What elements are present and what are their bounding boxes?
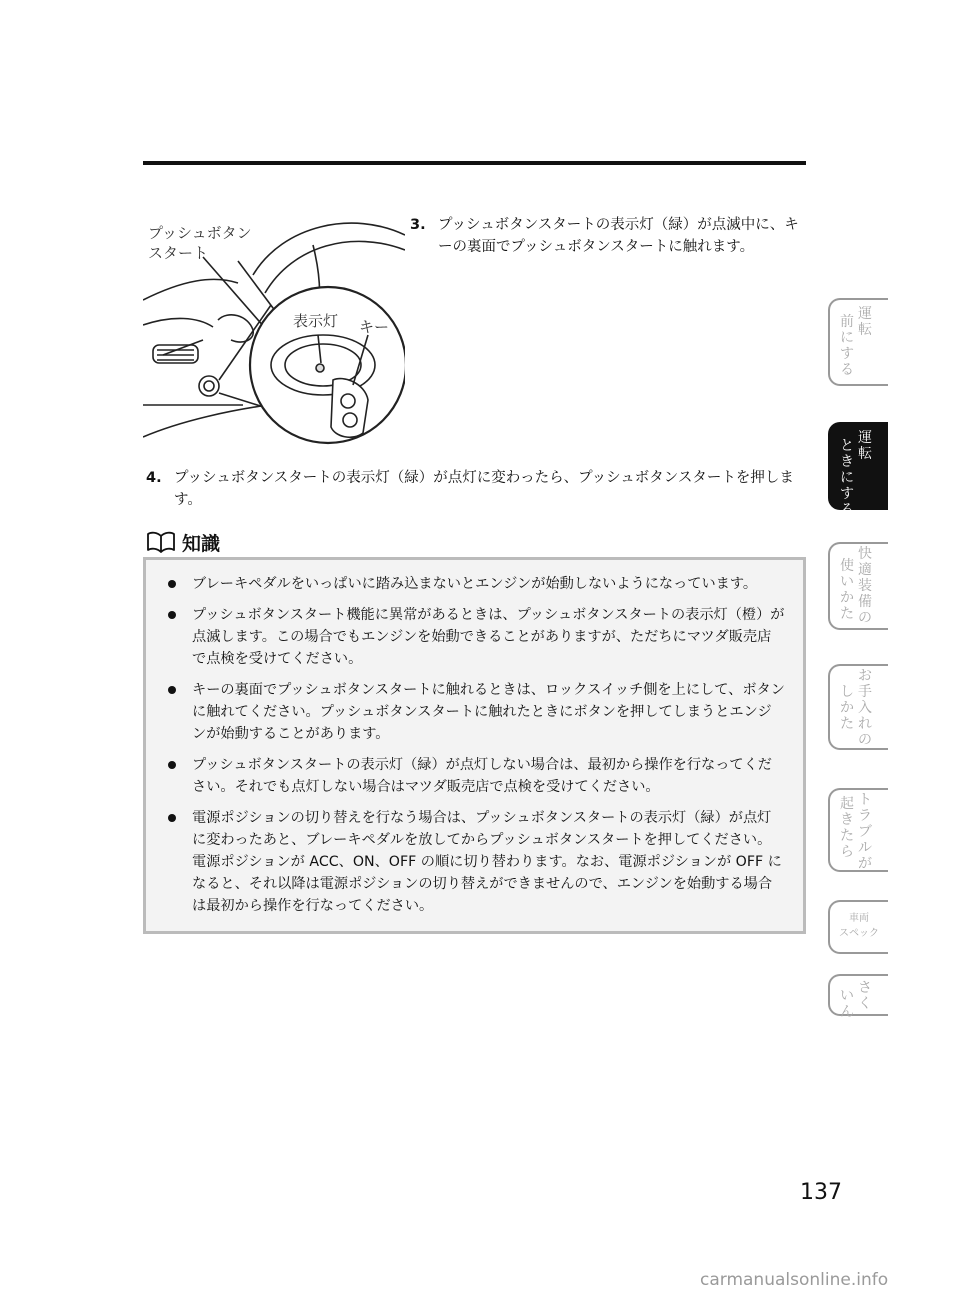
tab-label: スペック — [839, 928, 879, 939]
tab-label: しかた — [840, 684, 854, 732]
tab-label: ときにする — [840, 438, 854, 518]
bullet-icon — [168, 611, 176, 619]
bullet-icon — [168, 580, 176, 588]
step-3 — [410, 214, 800, 258]
tab-label: 車両 — [849, 913, 869, 924]
tab-label: トラブルが — [858, 792, 872, 872]
tab-maintenance[interactable] — [828, 664, 888, 750]
tab-label: 運転 — [858, 430, 872, 462]
bullet-icon — [168, 686, 176, 694]
tab-while-driving[interactable] — [828, 422, 888, 518]
tab-index[interactable] — [828, 974, 888, 1020]
tab-label: 運転 — [858, 306, 872, 338]
tab-label: 使いかた — [840, 558, 854, 622]
label-key: キー — [359, 318, 390, 336]
list-item — [162, 604, 785, 670]
step-number: 3. — [410, 217, 426, 233]
knowledge-list — [162, 573, 785, 917]
list-item-text: プッシュボタンスタートの表示灯（緑）が点灯しない場合は、最初から操作を行なってください。それでも点灯しない場合はマツダ販売店で点検を受けてください。 — [192, 757, 772, 795]
knowledge-title: 知識 — [182, 532, 221, 555]
watermark: carmanualsonline.info — [700, 1270, 889, 1290]
tab-vehicle-specs[interactable] — [828, 900, 888, 954]
step-4 — [146, 467, 806, 511]
tab-label: 前にする — [840, 314, 854, 378]
step-number: 4. — [146, 470, 162, 486]
list-item-text: ブレーキペダルをいっぱいに踏み込まないとエンジンが始動しないようになっています。 — [192, 576, 758, 592]
page-number: 137 — [800, 1180, 842, 1205]
bullet-icon — [168, 814, 176, 822]
list-item — [162, 754, 785, 798]
tab-label: さく — [858, 980, 872, 1012]
open-book-icon — [146, 531, 176, 553]
top-rule — [143, 161, 806, 165]
list-item-text: プッシュボタンスタート機能に異常があるときは、プッシュボタンスタートの表示灯（橙）が点滅します。この場合でもエンジンを始動できることがありますが、ただちにマツダ販売店で点検を受けてください。 — [192, 607, 785, 667]
label-indicator-light: 表示灯 — [293, 312, 339, 330]
tab-before-driving[interactable] — [828, 298, 888, 386]
knowledge-box — [143, 557, 806, 934]
list-item — [162, 807, 785, 917]
label-push-button-start: プッシュボタン スタート — [148, 224, 252, 262]
step-text: プッシュボタンスタートの表示灯（緑）が点灯に変わったら、プッシュボタンスタートを押します。 — [174, 470, 794, 508]
list-item — [162, 573, 785, 595]
list-item — [162, 679, 785, 745]
step-text: プッシュボタンスタートの表示灯（緑）が点滅中に、キーの裏面でプッシュボタンスタートに触れます。 — [438, 217, 799, 255]
tab-troubleshooting[interactable] — [828, 788, 888, 872]
list-item-text: キーの裏面でプッシュボタンスタートに触れるときは、ロックスイッチ側を上にして、ボタンに触れてください。プッシュボタンスタートに触れたときにボタンを押してしまうとエンジンが始動することがあります。 — [192, 682, 785, 742]
knowledge-header — [146, 529, 220, 555]
tab-comfort-features[interactable] — [828, 542, 888, 630]
tab-label: 起きたら — [840, 796, 854, 860]
tab-label: いん — [840, 988, 854, 1020]
list-item-text: 電源ポジションの切り替えを行なう場合は、プッシュボタンスタートの表示灯（緑）が点灯に変わったあと、ブレーキペダルを放してからプッシュボタンスタートを押してください。電源ポジションが ACC、ON、OFF の順に切り替わります。なお、電源ポジションが OFF になると、それ以降は電源ポジションの切り替えができませんので、エンジンを始動する場合は最初から操作を行なってください。 — [192, 810, 782, 914]
push-button-start-illustration — [143, 205, 405, 447]
tab-label: 快適装備の — [858, 546, 872, 626]
tab-label: お手入れの — [858, 668, 872, 748]
bullet-icon — [168, 761, 176, 769]
